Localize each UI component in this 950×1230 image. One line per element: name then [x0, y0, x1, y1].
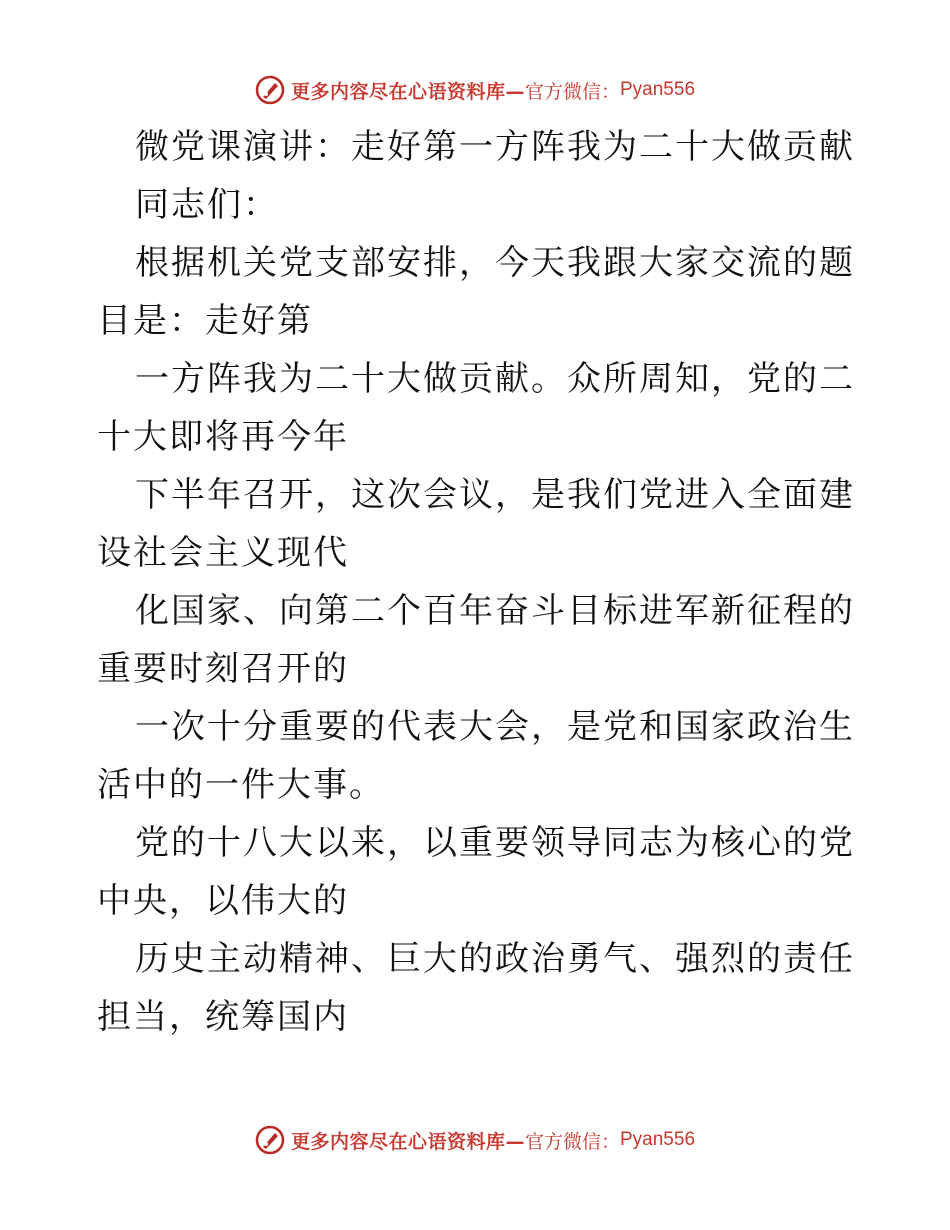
paragraph: 历史主动精神、巨大的政治勇气、强烈的责任担当，统筹国内: [97, 939, 855, 1037]
paragraph: 党的十八大以来，以重要领导同志为核心的党中央，以伟大的: [97, 823, 855, 921]
header-banner: [0, 70, 950, 110]
pen-logo-icon: [255, 75, 285, 105]
wechat-id: Pyan556: [620, 1129, 696, 1150]
footer-banner: [0, 1120, 950, 1160]
wechat-id: Pyan556: [620, 79, 696, 100]
paragraph: 一次十分重要的代表大会，是党和国家政治生活中的一件大事。: [97, 707, 855, 805]
document-body: [97, 118, 855, 1046]
paragraph: 一方阵我为二十大做贡献。众所周知，党的二十大即将再今年: [97, 359, 855, 457]
paragraph: 根据机关党支部安排，今天我跟大家交流的题目是：走好第: [97, 243, 855, 341]
wechat-label: 官方微信：: [524, 1130, 620, 1153]
document-title: 微党课演讲：走好第一方阵我为二十大做贡献: [135, 127, 855, 167]
paragraph: 下半年召开，这次会议，是我们党进入全面建设社会主义现代: [97, 475, 855, 573]
banner-text: 更多内容尽在心语资料库—: [290, 1130, 525, 1153]
salutation: 同志们：: [135, 185, 279, 225]
pen-logo-icon: [255, 1125, 285, 1155]
paragraph: 化国家、向第二个百年奋斗目标进军新征程的重要时刻召开的: [97, 591, 855, 689]
banner-text: 更多内容尽在心语资料库—: [290, 80, 525, 103]
wechat-label: 官方微信：: [524, 80, 620, 103]
